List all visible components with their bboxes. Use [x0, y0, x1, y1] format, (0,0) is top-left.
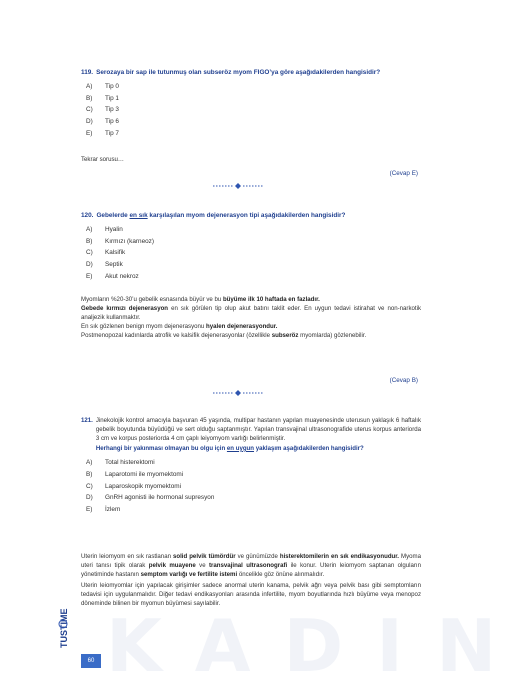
option-a[interactable]: A) Tip 0 — [86, 82, 119, 90]
question-119 — [81, 69, 421, 140]
option-a[interactable]: A) Hyalin — [86, 225, 123, 233]
page-number: 60 — [81, 654, 101, 668]
option-e[interactable]: E) Akut nekroz — [86, 273, 139, 281]
option-e[interactable]: E) Tip 7 — [86, 130, 119, 138]
option-a[interactable]: A) Total histerektomi — [86, 459, 155, 467]
question-119-stem: 119. Serozaya bir sap ile tutunmuş olan subseröz myom FIGO’ya göre aşağıdakilerden hangisidir? — [81, 69, 381, 76]
explanation-121-p2: Uterin leiomyomlar için yapılacak girişimler sadece anormal uterin kanama, pelvik ağrı veya pelvik bası gibi semptomların tedavisi için uygulanmalıdır. Diğer tedavi endikasyonları arasında infertilite, myom boyutlarında hızlı büyüme veya menopoz döneminde bilinen bir myomun büyümesi sayılabilir. — [81, 581, 421, 607]
question-121-prompt: Herhangi bir yakınması olmayan bu olgu için en uygun yaklaşım aşağıdakilerden hangisidir? — [95, 444, 364, 452]
question-119-options — [86, 81, 421, 140]
question-120 — [81, 212, 421, 283]
answer-120: (Cevap B) — [389, 377, 418, 384]
option-c[interactable]: C) Kalsifik — [86, 249, 126, 257]
explanation-121-p1: Uterin leiomyom en sık rastlanan solid pelvik tümördür ve günümüzde histerektomilerin en sık endikasyonudur. Myoma uteri tanısı tipik olarak pelvik muayene ve transvajinal ultrasonografi ile konur. Uterin leiomyom saptanan olguların yönetiminde hastanın semptom varlığı ve fertilite istemi öncelikle göz önüne alınmalıdır. — [81, 553, 421, 578]
explanation-120-p2: Gebede kırmızı dejenerasyon en sık görülen tip olup akut batını taklit eder. En uygun tedavi istirahat ve non-narkotik analjezik kullanmaktır. — [81, 304, 421, 321]
option-b[interactable]: B) Tip 1 — [86, 94, 119, 102]
option-b[interactable]: B) Laparotomi ile myomektomi — [86, 470, 184, 478]
question-120-options — [86, 224, 421, 283]
svg-text:TUSTIME: TUSTIME — [59, 608, 69, 648]
question-120-stem: 120. Gebelerde en sık karşılaşılan myom dejenerasyon tipi aşağıdakilerden hangisidir? — [81, 212, 346, 219]
tustime-logo — [56, 588, 70, 650]
question-121 — [81, 417, 421, 517]
option-d[interactable]: D) GnRH agonisti ile hormonal supresyon — [86, 494, 215, 502]
question-121-stem: 121. Jinekolojik kontrol amacıyla başvuran 45 yaşında, multipar hastanın yapılan muayenesinde uterusun yaklaşık 6 haftalık gebelik boyutunda büyüdüğü ve sert olduğu saptanmıştır. Yapılan transvajinal ultrasonografide uterus korpus anteriorda 3 cm ve korpus posteriorda 4 cm çaplı leiyomyom varlığı belirlenmiştir. Herhangi bir yakınması olmayan bu olgu için en uygun yaklaşım aşağıdakilerden hangisidir? — [81, 417, 421, 452]
question-121-options — [86, 458, 421, 517]
option-d[interactable]: D) Septik — [86, 261, 123, 269]
explanation-120-p1: Myomların %20-30’u gebelik esnasında büyür ve bu büyüme ilk 10 haftada en fazladır. — [81, 296, 320, 303]
question-121-text: Jinekolojik kontrol amacıyla başvuran 45 yaşında, multipar hastanın yapılan muayenesinde uterusun yaklaşık 6 haftalık gebelik boyutunda büyüdüğü ve sert olduğu saptanmıştır. Yapılan transvajinal ultrasonografide uterus korpus anteriorda 3 cm ve korpus posteriorda 4 cm çaplı leiyomyom varlığı belirlenmiştir. Herhangi bir yakınması olmayan bu olgu için en uygun yaklaşım aşağıdakilerden hangisidir? — [95, 417, 421, 452]
option-e[interactable]: E) İzlem — [86, 506, 121, 514]
option-b[interactable]: B) Kırmızı (karneoz) — [86, 237, 155, 245]
explanation-121 — [81, 553, 421, 608]
watermark-text: KADIN — [106, 604, 529, 688]
separator-ornament — [213, 390, 263, 396]
option-c[interactable]: C) Tip 3 — [86, 106, 119, 114]
explanation-120 — [81, 296, 421, 341]
explanation-120-p4: Postmenopozal kadınlarda atrofik ve kalsifik dejenerasyonlar (özellikle subseröz myomlarda) gözlenebilir. — [81, 331, 367, 339]
separator-ornament — [213, 183, 263, 189]
option-d[interactable]: D) Tip 6 — [86, 118, 119, 126]
explanation-120-p3: En sık gözlenen benign myom dejenerasyonu hyalen dejenerasyondur. — [81, 322, 278, 330]
question-119-note: Tekrar sorusu… — [81, 156, 125, 163]
answer-119: (Cevap E) — [389, 170, 418, 177]
option-c[interactable]: C) Laparoskopik myomektomi — [86, 482, 182, 490]
